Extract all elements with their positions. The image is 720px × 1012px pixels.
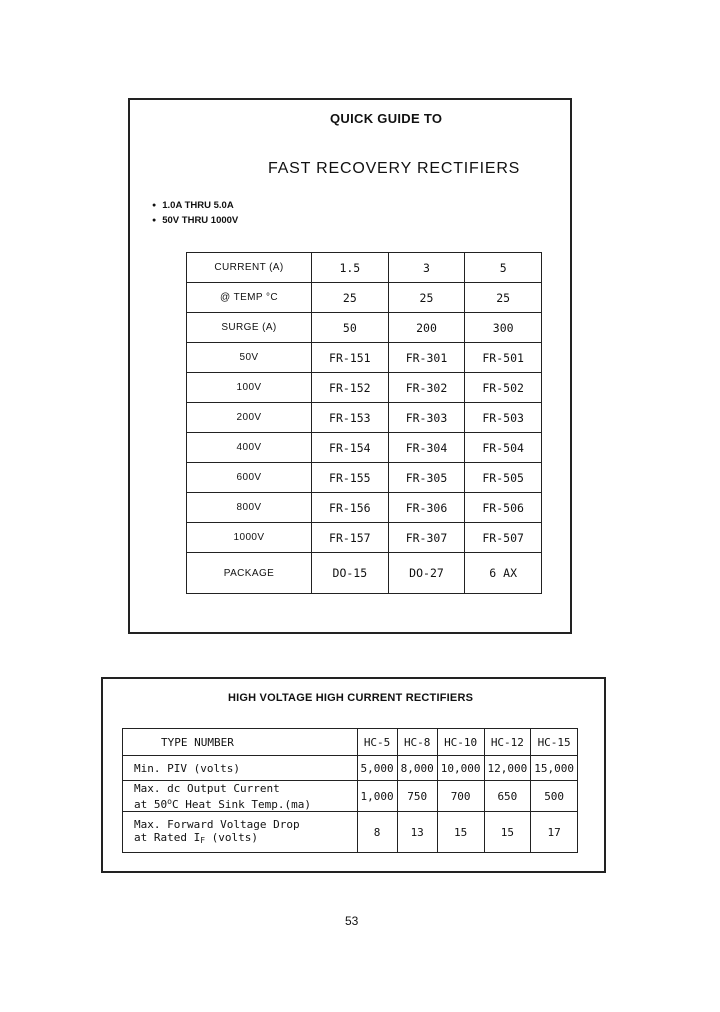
row-label: 600V: [187, 463, 312, 493]
table-row-type-number: [123, 729, 578, 756]
table-cell: FR-502: [465, 373, 542, 403]
table-cell: 300: [465, 313, 542, 343]
table-cell: 25: [465, 283, 542, 313]
table-cell: FR-507: [465, 523, 542, 553]
table-cell: DO-15: [312, 553, 389, 594]
table-cell: 10,000: [437, 756, 484, 781]
bullet-current-range: ● 1.0A THRU 5.0A: [152, 199, 238, 214]
table-cell: 200: [388, 313, 465, 343]
table-cell: 15,000: [531, 756, 578, 781]
row-label: 400V: [187, 433, 312, 463]
table-row-800v: [187, 493, 542, 523]
table-cell: 8: [357, 812, 397, 853]
table-cell: 1.5: [312, 253, 389, 283]
high-voltage-table: [122, 728, 578, 853]
row-label: 100V: [187, 373, 312, 403]
table-row-50v: [187, 343, 542, 373]
table-cell: FR-304: [388, 433, 465, 463]
high-voltage-title: HIGH VOLTAGE HIGH CURRENT RECTIFIERS: [228, 692, 474, 704]
table-row-200v: [187, 403, 542, 433]
table-cell: 500: [531, 781, 578, 812]
table-cell: 13: [397, 812, 437, 853]
table-cell: 50: [312, 313, 389, 343]
bullet-voltage-range: ● 50V THRU 1000V: [152, 214, 238, 229]
table-cell: 6 AX: [465, 553, 542, 594]
table-row-400v: [187, 433, 542, 463]
table-cell: HC-10: [437, 729, 484, 756]
table-cell: 650: [484, 781, 531, 812]
table-cell: 25: [388, 283, 465, 313]
table-cell: 3: [388, 253, 465, 283]
label-line: C Heat Sink Temp.(ma): [171, 797, 312, 811]
degree-superscript: o: [167, 796, 172, 806]
table-row-min-piv: [123, 756, 578, 781]
table-cell: FR-505: [465, 463, 542, 493]
table-cell: FR-155: [312, 463, 389, 493]
table-cell: HC-8: [397, 729, 437, 756]
row-label: 800V: [187, 493, 312, 523]
table-cell: DO-27: [388, 553, 465, 594]
row-label: 50V: [187, 343, 312, 373]
row-label: 200V: [187, 403, 312, 433]
table-cell: FR-305: [388, 463, 465, 493]
table-cell: FR-301: [388, 343, 465, 373]
table-cell: FR-157: [312, 523, 389, 553]
table-cell: 25: [312, 283, 389, 313]
row-label: [123, 812, 358, 853]
row-label: @ TEMP °C: [187, 283, 312, 313]
table-cell: FR-504: [465, 433, 542, 463]
row-label: [123, 781, 358, 812]
table-cell: FR-154: [312, 433, 389, 463]
table-row-100v: [187, 373, 542, 403]
table-cell: 15: [484, 812, 531, 853]
row-label: Min. PIV (volts): [123, 756, 358, 781]
fast-recovery-title: FAST RECOVERY RECTIFIERS: [268, 160, 521, 177]
table-cell: FR-506: [465, 493, 542, 523]
spec-bullets: [152, 199, 238, 229]
table-cell: 15: [437, 812, 484, 853]
label-line: Max. dc Output Current: [134, 781, 280, 795]
table-row-output-current: [123, 781, 578, 812]
table-cell: 1,000: [357, 781, 397, 812]
table-cell: FR-303: [388, 403, 465, 433]
fast-recovery-table: [186, 252, 542, 594]
table-cell: FR-302: [388, 373, 465, 403]
table-cell: 8,000: [397, 756, 437, 781]
row-label: CURRENT (A): [187, 253, 312, 283]
table-cell: FR-307: [388, 523, 465, 553]
table-row-current: [187, 253, 542, 283]
table-cell: FR-152: [312, 373, 389, 403]
label-line: at Rated I: [134, 830, 201, 844]
table-cell: FR-151: [312, 343, 389, 373]
forward-subscript: F: [200, 835, 206, 845]
table-cell: 12,000: [484, 756, 531, 781]
table-cell: HC-12: [484, 729, 531, 756]
table-cell: HC-5: [357, 729, 397, 756]
row-label: SURGE (A): [187, 313, 312, 343]
table-cell: 750: [397, 781, 437, 812]
row-label: PACKAGE: [187, 553, 312, 594]
table-cell: FR-503: [465, 403, 542, 433]
table-cell: FR-153: [312, 403, 389, 433]
table-row-600v: [187, 463, 542, 493]
page-number: 53: [345, 914, 359, 928]
table-row-voltage-drop: [123, 812, 578, 853]
table-cell: FR-156: [312, 493, 389, 523]
table-cell: FR-501: [465, 343, 542, 373]
table-row-1000v: [187, 523, 542, 553]
label-line: Max. Forward Voltage Drop: [134, 817, 300, 831]
table-cell: HC-15: [531, 729, 578, 756]
label-line: at 50: [134, 797, 168, 811]
table-cell: 5: [465, 253, 542, 283]
table-row-surge: [187, 313, 542, 343]
quick-guide-title: QUICK GUIDE TO: [330, 111, 443, 126]
table-cell: 5,000: [357, 756, 397, 781]
row-label: 1000V: [187, 523, 312, 553]
table-cell: 17: [531, 812, 578, 853]
table-row-temp: [187, 283, 542, 313]
label-line: (volts): [205, 830, 259, 844]
table-row-package: [187, 553, 542, 594]
row-label: TYPE NUMBER: [123, 729, 358, 756]
table-cell: 700: [437, 781, 484, 812]
table-cell: FR-306: [388, 493, 465, 523]
